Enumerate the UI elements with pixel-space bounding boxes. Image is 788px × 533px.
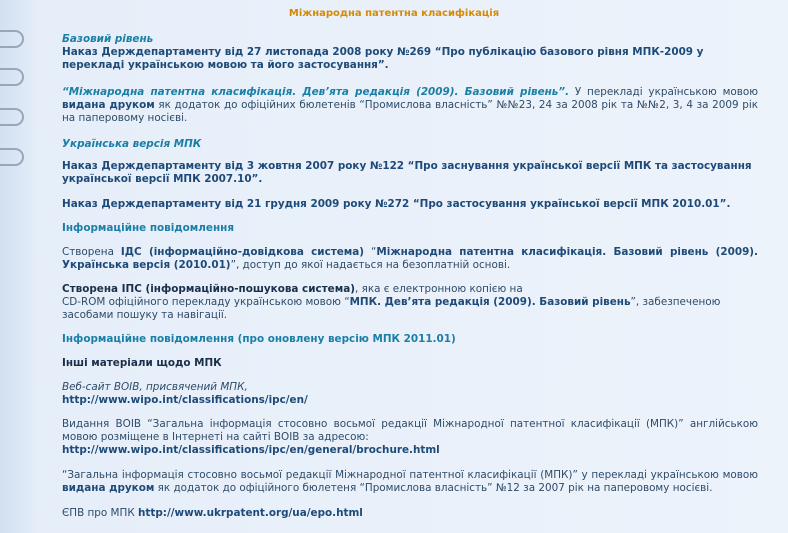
general-info-paragraph: “Загальна інформація стосовно восьмої редакції Міжнародної патентної класифікації (МПК)” у перекладі українською мовою видана друком як додаток до офіційного бюлетеня “Промислова власність” №12 за 2007 рік на паперовому носієві. [62,469,758,494]
section-heading-info-message: Інформаційне повідомлення [62,222,234,234]
order-2008-link[interactable]: Наказ Держдепартаменту від 27 листопада 2008 року №269 “Про публікацію базового рівня МПК-2009 у перекладі українською мовою та його застосування”. [62,46,704,71]
epo-paragraph: ЄПВ про МПК http://www.ukrpatent.org/ua/epo.html [62,507,363,519]
ips-paragraph: Створена ІПС (інформаційно-пошукова система), яка є електронною копією на CD-ROM офіційного перекладу українською мовою “МПК. Дев’ята редакція (2009). Базовий рівень”, забезпеченою засобами пошуку та навігації. [62,283,721,321]
wipo-brochure-link[interactable]: http://www.wipo.int/classifications/ipc/en/general/brochure.html [62,444,440,456]
page-title: Міжнародна патентна класифікація [288,8,500,19]
section-heading-basic-level: Базовий рівень [62,33,154,45]
ids-paragraph: Створена ІДС (інформаційно-довідкова система) “Міжнародна патентна класифікація. Базовий рівень (2009). Українська версія (2010.01)”, доступ до якої надається на безоплатній основі. [62,246,759,271]
section-heading-other-materials: Інші матеріали щодо МПК [62,357,222,369]
wipo-site-text: Веб-сайт ВОІВ, присвячений МПК, [62,381,248,393]
order-2009-link[interactable]: Наказ Держдепартаменту від 21 грудня 2009 року №272 “Про застосування української версії МПК 2010.01”. [62,198,731,210]
order-2007-link[interactable]: Наказ Держдепартаменту від 3 жовтня 2007 року №122 “Про заснування української версії МПК та застосування української версії МПК 2007.10”. [62,160,752,185]
publication-paragraph: “Міжнародна патентна класифікація. Дев’ята редакція (2009). Базовий рівень”. У перекладі українською мовою видана друком як додаток до офіційних бюлетенів “Промислова власність” №№23, 24 за 2008 рік та №№2, 3, 4 за 2009 рік на паперовому носієві. [62,86,758,124]
wipo-ipc-link[interactable]: http://www.wipo.int/classifications/ipc/en/ [62,394,308,406]
publication-title: “Міжнародна патентна класифікація. Дев’ята редакція (2009). Базовий рівень”. [62,86,570,98]
epo-link[interactable]: http://www.ukrpatent.org/ua/epo.html [138,507,363,519]
info-message-2011-link[interactable]: Інформаційне повідомлення (про оновлену версію МПК 2011.01) [62,333,456,345]
wipo-brochure-text: Видання ВОІВ “Загальна інформація стосовно восьмої редакції Міжнародної патентної класифікації (МПК)” англійською мовою розміщене в Інтернеті на сайті ВОІВ за адресою: [62,418,758,443]
section-heading-ukrainian-version: Українська версія МПК [62,138,202,150]
